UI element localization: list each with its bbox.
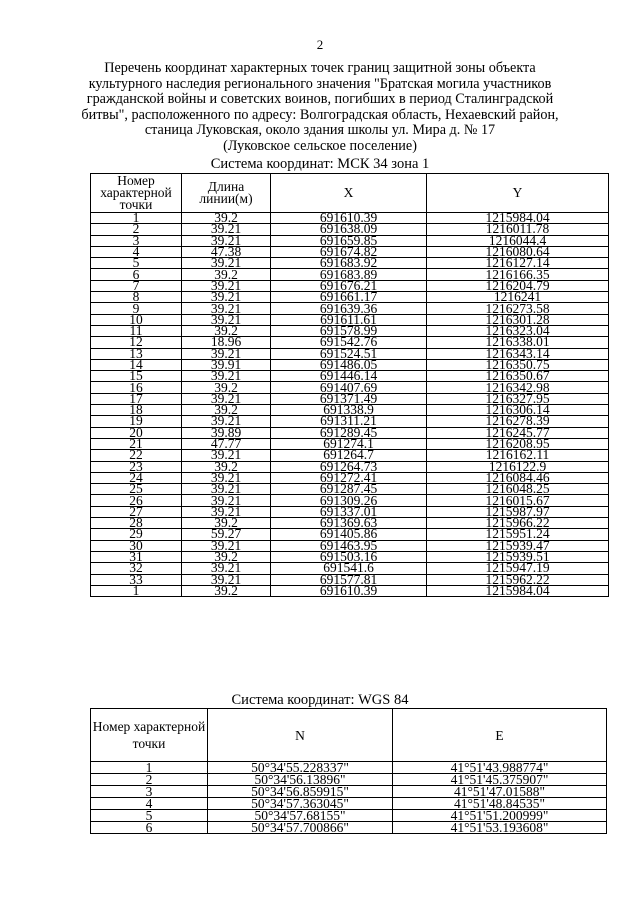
table-cell: 1 <box>91 762 208 774</box>
table-cell: 4 <box>91 798 208 810</box>
table-cell: 691611.61 <box>271 314 427 325</box>
table-cell: 691264.7 <box>271 450 427 461</box>
table-cell: 1215951.24 <box>427 529 609 540</box>
header-line-length: Длина линии(м) <box>182 174 271 213</box>
table-cell: 691486.05 <box>271 359 427 370</box>
table-cell: 39.2 <box>182 518 271 529</box>
table-cell: 1 <box>91 213 182 224</box>
table-cell: 691338.9 <box>271 405 427 416</box>
table-cell: 1216166.35 <box>427 269 609 280</box>
table-cell: 12 <box>91 337 182 348</box>
table-cell: 24 <box>91 472 182 483</box>
table-cell: 41°51'48.84535" <box>393 798 607 810</box>
table-cell: 691542.76 <box>271 337 427 348</box>
table-cell: 6 <box>91 822 208 834</box>
table-cell: 691309.26 <box>271 495 427 506</box>
table-cell: 18 <box>91 405 182 416</box>
table-cell: 1216343.14 <box>427 348 609 359</box>
header-point-number: Номер характерной точки <box>91 174 182 213</box>
table-cell: 39.21 <box>182 303 271 314</box>
table-cell: 691446.14 <box>271 371 427 382</box>
table-cell: 39.2 <box>182 405 271 416</box>
header-point-number: Номер характерной точки <box>91 709 208 762</box>
table-cell: 2 <box>91 774 208 786</box>
table-cell: 6 <box>91 269 182 280</box>
table-cell: 2 <box>91 224 182 235</box>
table-cell: 50°34'57.363045" <box>208 798 393 810</box>
table-cell: 50°34'57.700866" <box>208 822 393 834</box>
table-cell: 691272.41 <box>271 472 427 483</box>
table-cell: 1216080.64 <box>427 246 609 257</box>
table-cell: 691371.49 <box>271 393 427 404</box>
table-cell: 8 <box>91 292 182 303</box>
page-number: 2 <box>316 37 324 52</box>
table-cell: 1216338.01 <box>427 337 609 348</box>
table-cell: 39.21 <box>182 416 271 427</box>
table-cell: 1216241 <box>427 292 609 303</box>
table-cell: 691405.86 <box>271 529 427 540</box>
table-cell: 1215962.22 <box>427 574 609 585</box>
table-cell: 1215939.47 <box>427 540 609 551</box>
table-cell: 26 <box>91 495 182 506</box>
table-cell: 39.2 <box>182 325 271 336</box>
table-cell: 39.21 <box>182 472 271 483</box>
table-cell: 691676.21 <box>271 280 427 291</box>
title-line: (Луковское сельское поселение) <box>223 137 417 154</box>
table-cell: 39.21 <box>182 495 271 506</box>
table-cell: 39.21 <box>182 280 271 291</box>
table-cell: 39.21 <box>182 540 271 551</box>
table-cell: 21 <box>91 438 182 449</box>
table-cell: 39.2 <box>182 213 271 224</box>
table-cell: 691639.36 <box>271 303 427 314</box>
table-cell: 691369.63 <box>271 518 427 529</box>
table-cell: 19 <box>91 416 182 427</box>
table-cell: 39.21 <box>182 506 271 517</box>
table-cell: 691503.16 <box>271 551 427 562</box>
table-cell: 1216306.14 <box>427 405 609 416</box>
table-cell: 1215987.97 <box>427 506 609 517</box>
title-line: Перечень координат характерных точек границ защитной зоны объекта <box>104 60 536 76</box>
wgs-table-body <box>91 762 607 834</box>
table-cell: 1215966.22 <box>427 518 609 529</box>
table-cell: 59.27 <box>182 529 271 540</box>
table-cell: 27 <box>91 506 182 517</box>
table-cell: 18.96 <box>182 337 271 348</box>
table-cell: 23 <box>91 461 182 472</box>
table-cell: 691638.09 <box>271 224 427 235</box>
table-cell: 691674.82 <box>271 246 427 257</box>
table-cell: 691659.85 <box>271 235 427 246</box>
title-line: битвы", расположенного по адресу: Волгоградская область, Нехаевский район, <box>81 106 559 123</box>
table-cell: 39.21 <box>182 235 271 246</box>
table-cell: 691578.99 <box>271 325 427 336</box>
table-cell: 5 <box>91 810 208 822</box>
table-cell: 30 <box>91 540 182 551</box>
table-cell: 1216122.9 <box>427 461 609 472</box>
table-cell: 39.2 <box>182 382 271 393</box>
table-cell: 39.21 <box>182 348 271 359</box>
table-cell: 25 <box>91 484 182 495</box>
table-cell: 16 <box>91 382 182 393</box>
table-cell: 691661.17 <box>271 292 427 303</box>
table-cell: 1216323.04 <box>427 325 609 336</box>
table-cell: 1 <box>91 585 182 596</box>
table-cell: 9 <box>91 303 182 314</box>
table-cell: 691337.01 <box>271 506 427 517</box>
table-cell: 1216273.58 <box>427 303 609 314</box>
table-cell: 1216342.98 <box>427 382 609 393</box>
table-cell: 1215984.04 <box>427 585 609 596</box>
table-cell: 20 <box>91 427 182 438</box>
table-cell: 50°34'57.68155" <box>208 810 393 822</box>
table-cell: 39.2 <box>182 551 271 562</box>
table-cell: 39.89 <box>182 427 271 438</box>
table-cell: 39.21 <box>182 371 271 382</box>
table-cell: 691683.92 <box>271 258 427 269</box>
title-line: станица Луковская, около здания школы ул. Мира д. № 17 <box>144 122 496 139</box>
table-cell: 39.91 <box>182 359 271 370</box>
table-cell: 1216015.67 <box>427 495 609 506</box>
table-cell: 1216048.25 <box>427 484 609 495</box>
coordinate-system-wgs-caption: Система координат: WGS 84 <box>231 692 409 708</box>
msk-table-body <box>91 210 609 598</box>
table-cell: 47.77 <box>182 438 271 449</box>
table-cell: 39.21 <box>182 292 271 303</box>
table-cell: 691287.45 <box>271 484 427 495</box>
table-cell: 691311.21 <box>271 416 427 427</box>
table-header-row <box>91 174 609 213</box>
table-cell: 691407.69 <box>271 382 427 393</box>
table-cell: 17 <box>91 393 182 404</box>
table-cell: 1215984.04 <box>427 213 609 224</box>
table-cell: 1215939.51 <box>427 551 609 562</box>
table-cell: 1216245.77 <box>427 427 609 438</box>
table-cell: 1216044.4 <box>427 235 609 246</box>
table-cell: 39.2 <box>182 461 271 472</box>
table-cell: 1216350.67 <box>427 371 609 382</box>
msk-coordinates-table <box>90 173 609 597</box>
table-cell: 39.21 <box>182 450 271 461</box>
table-cell: 1216301.28 <box>427 314 609 325</box>
table-cell: 691610.39 <box>271 213 427 224</box>
table-cell: 39.2 <box>182 269 271 280</box>
table-cell: 1216208.95 <box>427 438 609 449</box>
table-cell: 32 <box>91 563 182 574</box>
table-cell: 28 <box>91 518 182 529</box>
header-x: X <box>271 174 427 213</box>
table-cell: 39.21 <box>182 258 271 269</box>
table-cell: 39.2 <box>182 585 271 596</box>
table-cell: 50°34'56.13896" <box>208 774 393 786</box>
table-cell: 13 <box>91 348 182 359</box>
table-header-row <box>91 709 607 762</box>
table-cell: 1216127.14 <box>427 258 609 269</box>
table-cell: 11 <box>91 325 182 336</box>
coordinate-system-msk-caption: Система координат: МСК 34 зона 1 <box>210 156 430 172</box>
table-cell: 41°51'45.375907" <box>393 774 607 786</box>
table-cell: 691541.6 <box>271 563 427 574</box>
table-cell: 15 <box>91 371 182 382</box>
header-y: Y <box>427 174 609 213</box>
table-cell: 41°51'47.01588" <box>393 786 607 798</box>
table-cell: 10 <box>91 314 182 325</box>
table-cell: 691463.95 <box>271 540 427 551</box>
table-cell: 39.21 <box>182 563 271 574</box>
table-row <box>91 822 607 834</box>
title-line: культурного наследия регионального значения "Братская могила участников <box>88 75 552 92</box>
header-n: N <box>208 709 393 762</box>
table-row <box>91 585 609 596</box>
table-cell: 1215947.19 <box>427 563 609 574</box>
table-cell: 1216084.46 <box>427 472 609 483</box>
table-cell: 1216327.95 <box>427 393 609 404</box>
table-cell: 691524.51 <box>271 348 427 359</box>
table-cell: 39.21 <box>182 484 271 495</box>
table-cell: 691264.73 <box>271 461 427 472</box>
table-cell: 3 <box>91 786 208 798</box>
table-cell: 1216204.79 <box>427 280 609 291</box>
table-cell: 1216350.75 <box>427 359 609 370</box>
wgs-coordinates-table <box>90 708 607 834</box>
table-cell: 7 <box>91 280 182 291</box>
table-cell: 41°51'43.988774" <box>393 762 607 774</box>
table-cell: 41°51'53.193608" <box>393 822 607 834</box>
table-cell: 39.21 <box>182 224 271 235</box>
table-cell: 691289.45 <box>271 427 427 438</box>
table-cell: 4 <box>91 246 182 257</box>
table-cell: 50°34'55.228337" <box>208 762 393 774</box>
table-cell: 691610.39 <box>271 585 427 596</box>
table-cell: 1216278.39 <box>427 416 609 427</box>
table-cell: 31 <box>91 551 182 562</box>
table-cell: 22 <box>91 450 182 461</box>
table-cell: 41°51'51.200999" <box>393 810 607 822</box>
document-title <box>80 61 560 155</box>
title-line: гражданской войны и советских воинов, погибших в период Сталинградской <box>86 91 554 108</box>
table-cell: 39.21 <box>182 314 271 325</box>
table-cell: 1216162.11 <box>427 450 609 461</box>
header-e: E <box>393 709 607 762</box>
table-cell: 1216011.78 <box>427 224 609 235</box>
table-cell: 691683.89 <box>271 269 427 280</box>
table-cell: 29 <box>91 529 182 540</box>
table-cell: 33 <box>91 574 182 585</box>
table-cell: 50°34'56.859915" <box>208 786 393 798</box>
table-cell: 5 <box>91 258 182 269</box>
table-cell: 691274.1 <box>271 438 427 449</box>
table-cell: 691577.81 <box>271 574 427 585</box>
table-cell: 47.38 <box>182 246 271 257</box>
table-cell: 14 <box>91 359 182 370</box>
table-cell: 39.21 <box>182 393 271 404</box>
table-cell: 39.21 <box>182 574 271 585</box>
table-cell: 3 <box>91 235 182 246</box>
